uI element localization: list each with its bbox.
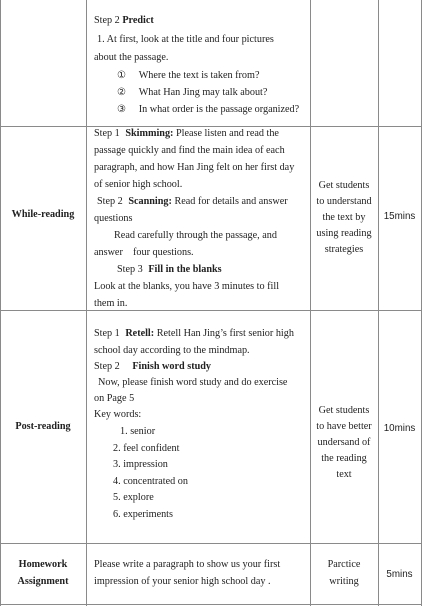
stage-post-reading: Post-reading [15,421,71,432]
table-border-left [0,0,1,606]
stage-homework: Homework [18,559,68,570]
while-purpose-line-2: to understand [316,196,372,207]
column-divider-1 [86,0,87,606]
while-time: 15mins [383,211,416,222]
while-step3-title: Fill in the blanks [148,264,222,275]
post-purpose-line-5: text [336,469,352,480]
key-words-label: Key words: [94,409,142,420]
table-border-right [421,0,422,606]
post-step1-line-2: school day according to the mindmap. [94,345,250,356]
while-step2-line-2: questions [94,213,133,224]
table-border-bottom [0,604,422,605]
circled-number-1-icon: ① [117,70,127,81]
while-step1-title: Skimming: [125,128,174,139]
while-step3-number: Step 3 [117,264,143,275]
stage-assignment: Assignment [17,576,69,587]
post-step2-number: Step 2 [94,361,120,372]
while-step1-text: Please listen and read the [175,128,279,139]
predict-question-1 [117,68,259,84]
while-step2-number: Step 2 [97,196,123,207]
while-step3-heading [117,262,222,278]
while-step1-line-2: passage quickly and find the main idea of each [94,145,285,156]
key-word-4: 4. concentrated on [113,476,188,487]
while-purpose-cell [310,178,378,258]
column-divider-2 [310,0,311,606]
predict-question-2-text: What Han Jing may talk about? [138,87,268,98]
homework-time: 5mins [386,569,413,580]
while-step2-title: Scanning: [128,196,172,207]
while-step2-text: Read for details and answer [174,196,288,207]
predict-step-title: Predict [122,15,154,26]
while-purpose-line-1: Get students [318,180,370,191]
row-divider-2 [0,310,422,311]
post-purpose-line-1: Get students [318,405,370,416]
key-word-3: 3. impression [113,459,168,470]
post-step1-text: Retell Han Jing’s first senior high [156,328,294,339]
homework-purpose-line-1: Parctice [327,559,361,570]
predict-step-heading [94,13,154,29]
while-step3-line-2: them in. [94,298,128,309]
post-purpose-line-4: the reading [321,453,367,464]
post-step2-heading [94,359,211,375]
while-step1-line-4: of senior high school. [94,179,183,190]
while-purpose-line-4: using reading [316,228,372,239]
row-divider-3 [0,543,422,544]
post-step1-line-1 [94,326,294,342]
post-step1-title: Retell: [125,328,155,339]
while-step1-line-3: paragraph, and how Han Jing felt on her first day [94,162,295,173]
while-purpose-line-5: strategies [324,244,364,255]
predict-question-2 [117,85,267,101]
predict-question-3-text: In what order is the passage organized? [138,104,300,115]
homework-purpose-line-2: writing [329,576,359,587]
predict-step-number: Step 2 [94,15,120,26]
while-step2-line-3: Read carefully through the passage, and [114,230,277,241]
column-divider-3 [378,0,379,606]
predict-intro-line-1: 1. At first, look at the title and four pictures [97,34,274,45]
predict-question-3 [117,102,299,118]
circled-number-3-icon: ③ [117,104,127,115]
predict-question-1-text: Where the text is taken from? [138,70,260,81]
while-step3-line-1: Look at the blanks, you have 3 minutes to fill [94,281,280,292]
post-step2-line-1: Now, please finish word study and do exercise [98,377,288,388]
while-step1-number: Step 1 [94,128,120,139]
post-time: 10mins [383,423,416,434]
key-word-5: 5. explore [113,492,154,503]
while-step2-line-4: answer four questions. [94,247,194,258]
post-purpose-line-2: to have better [316,421,372,432]
post-step2-title: Finish word study [132,361,212,372]
post-step2-line-2: on Page 5 [94,393,135,404]
homework-line-1: Please write a paragraph to show us your first [94,559,281,570]
stage-while-reading: While-reading [11,209,75,220]
while-step1-line-1 [94,126,279,142]
post-step1-number: Step 1 [94,328,120,339]
predict-intro-line-2: about the passage. [94,52,169,63]
key-word-1: 1. senior [120,426,156,437]
key-word-2: 2. feel confident [113,443,180,454]
while-step2-line-1 [97,194,288,210]
homework-line-2: impression of your senior high school day . [94,576,271,587]
post-purpose-line-3: undersand of [317,437,371,448]
circled-number-2-icon: ② [117,87,127,98]
post-purpose-cell [310,403,378,483]
while-purpose-line-3: the text by [322,212,366,223]
key-word-6: 6. experiments [113,509,173,520]
